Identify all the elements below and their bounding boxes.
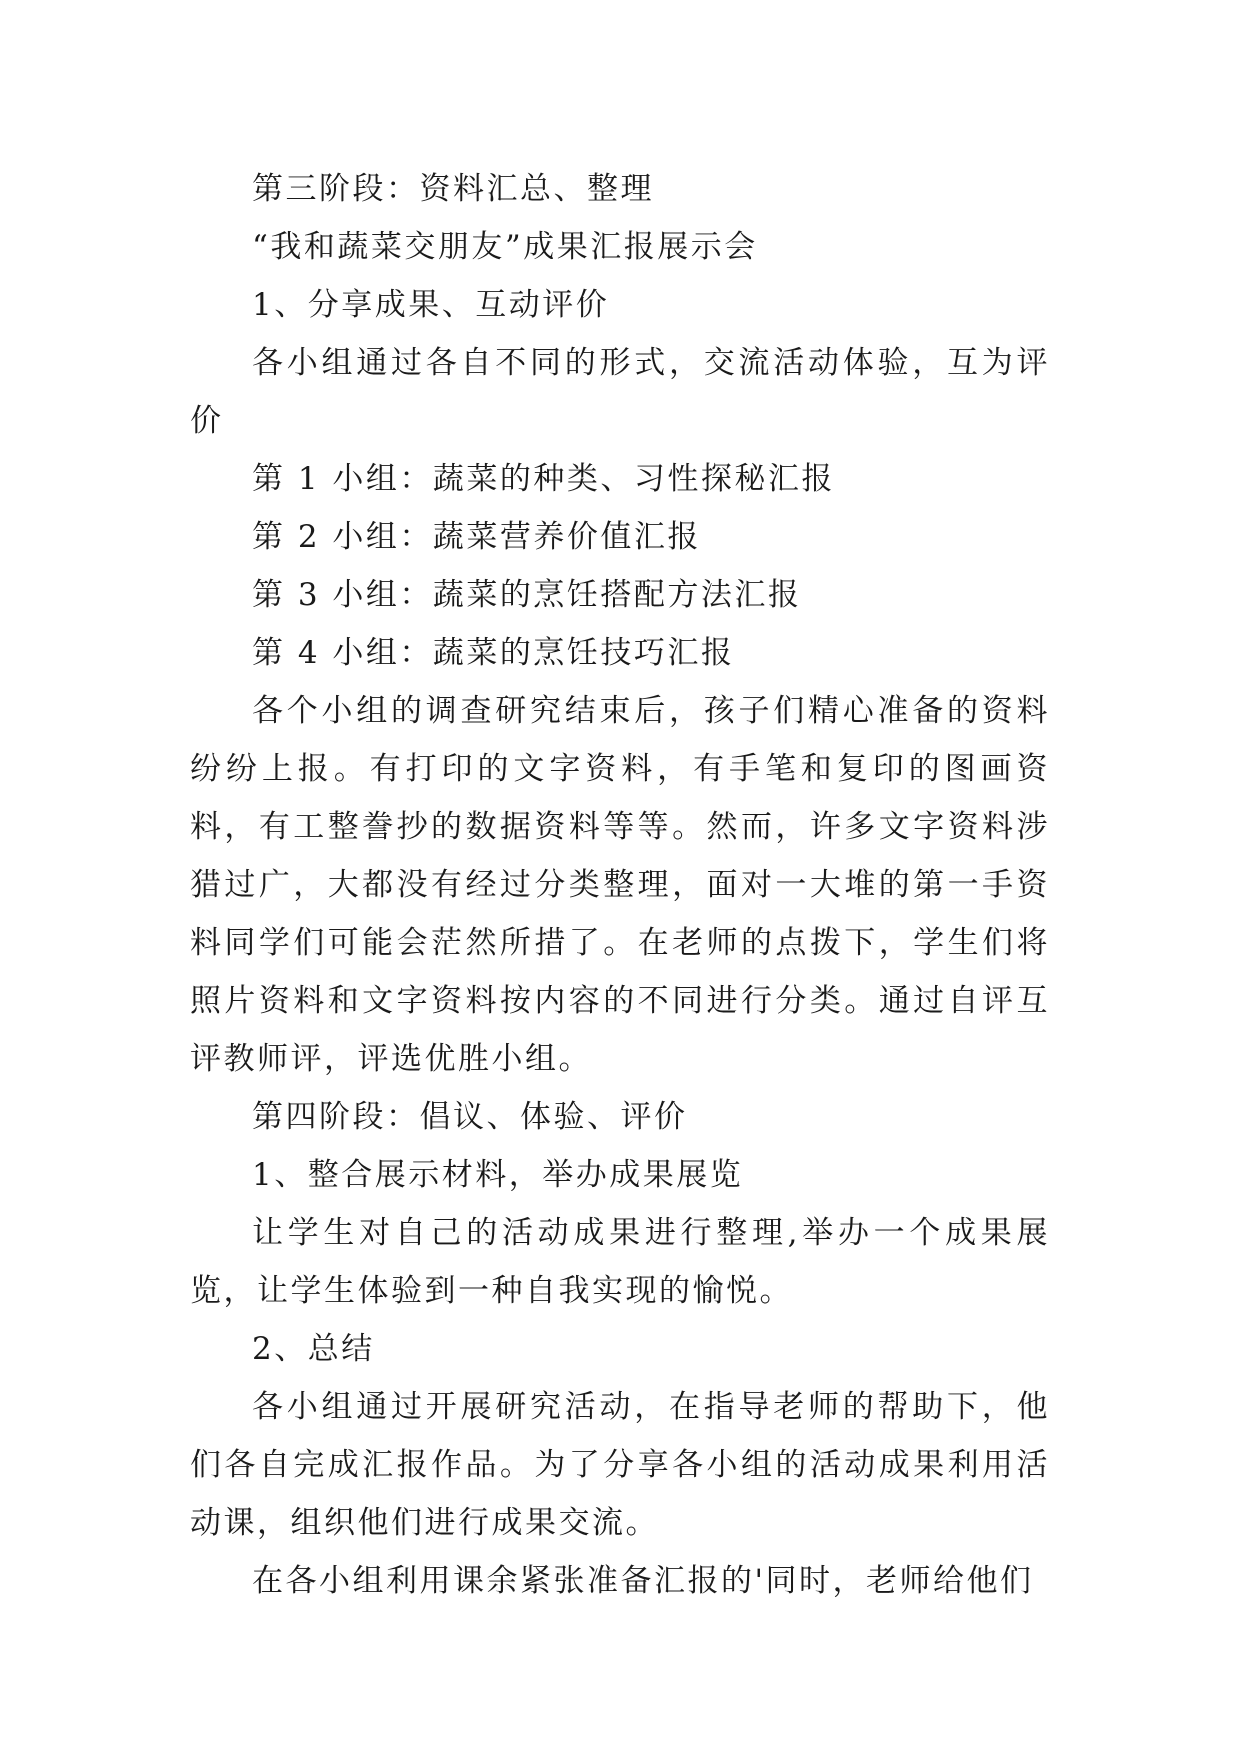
stage-four-heading: 第四阶段：倡议、体验、评价 <box>252 1099 688 1135</box>
group-4-report: 第 4 小组：蔬菜的烹饪技巧汇报 <box>252 635 735 671</box>
paragraph-preparation: 在各小组利用课余紧张准备汇报的'同时，老师给他们 <box>252 1563 1034 1599</box>
group-1-report: 第 1 小组：蔬菜的种类、习性探秘汇报 <box>252 461 835 497</box>
group-2-report: 第 2 小组：蔬菜营养价值汇报 <box>252 519 701 555</box>
section-exhibition: 1、整合展示材料，举办成果展览 <box>252 1157 744 1193</box>
showcase-title: “我和蔬菜交朋友”成果汇报展示会 <box>252 229 758 265</box>
group-3-report: 第 3 小组：蔬菜的烹饪搭配方法汇报 <box>252 577 802 613</box>
paragraph-exhibition: 让学生对自己的活动成果进行整理,举办一个成果展览，让学生体验到一种自我实现的愉悦。 <box>190 1215 1050 1309</box>
stage-three-heading: 第三阶段：资料汇总、整理 <box>252 171 654 207</box>
section-summary: 2、总结 <box>252 1331 375 1367</box>
section-share-results: 1、分享成果、互动评价 <box>252 287 610 323</box>
paragraph-research-materials: 各个小组的调查研究结束后，孩子们精心准备的资料纷纷上报。有打印的文字资料，有手笔和复印的图画资料，有工整誊抄的数据资料等等。然而，许多文字资料涉猎过广，大都没有经过分类整理，面对一大堆的第一手资料同学们可能会茫然所措了。在老师的点拨下，学生们将照片资料和文字资料按内容的不同进行分类。通过自评互评教师评，评选优胜小组。 <box>190 693 1050 1077</box>
paragraph-summary: 各小组通过开展研究活动，在指导老师的帮助下，他们各自完成汇报作品。为了分享各小组的活动成果利用活动课，组织他们进行成果交流。 <box>190 1389 1050 1541</box>
document-body <box>190 160 1050 1610</box>
paragraph-group-exchange: 各小组通过各自不同的形式，交流活动体验，互为评价 <box>190 345 1050 439</box>
